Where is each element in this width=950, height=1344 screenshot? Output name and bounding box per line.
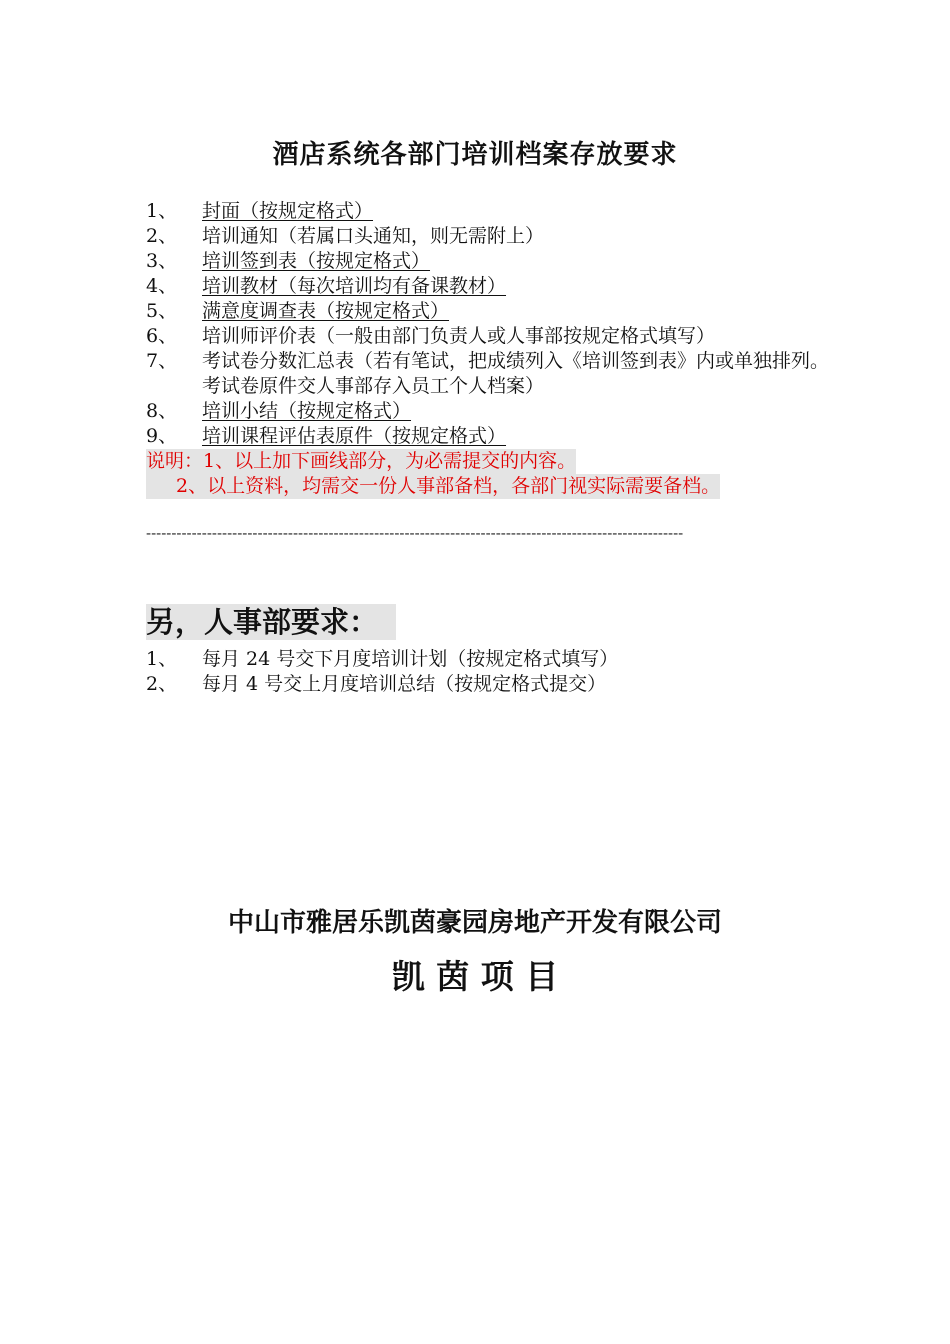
item-number: 4、 <box>146 275 178 297</box>
item-number: 2、 <box>146 673 178 695</box>
hr-requirements-list <box>146 647 846 697</box>
item-number: 9、 <box>146 425 178 447</box>
item-number: 1、 <box>146 200 178 222</box>
item-text: 培训签到表（按规定格式） <box>202 250 431 272</box>
item-text: 培训师评价表（一般由部门负责人或人事部按规定格式填写） <box>202 325 716 347</box>
requirements-list <box>146 199 846 449</box>
item-text: 每月 4 号交上月度培训总结（按规定格式提交） <box>202 673 607 695</box>
list-item <box>146 299 846 324</box>
item-text: 培训课程评估表原件（按规定格式） <box>202 425 507 447</box>
item-number: 1、 <box>146 648 178 670</box>
item-text: 满意度调查表（按规定格式） <box>202 300 450 322</box>
list-item <box>146 672 846 697</box>
list-item <box>146 199 846 224</box>
list-item <box>146 274 846 299</box>
item-number: 2、 <box>146 225 178 247</box>
item-number: 5、 <box>146 300 178 322</box>
note-line-1: 说明：1、以上加下画线部分，为必需提交的内容。 <box>146 450 577 472</box>
list-item <box>146 399 846 424</box>
item-text: 培训通知（若属口头通知，则无需附上） <box>202 225 545 247</box>
item-number: 6、 <box>146 325 178 347</box>
item-text: 每月 24 号交下月度培训计划（按规定格式填写） <box>202 648 619 670</box>
item-text: 考试卷分数汇总表（若有笔试，把成绩列入《培训签到表》内或单独排列。考试卷原件交人事部存入员工个人档案） <box>202 350 830 397</box>
list-item <box>146 647 846 672</box>
project-name: 凯 茵 项 目 <box>391 957 559 996</box>
note-line-2: 2、以上资料，均需交一份人事部备档，各部门视实际需要备档。 <box>146 474 720 499</box>
item-number: 7、 <box>146 350 178 372</box>
hr-heading: 另，人事部要求： <box>146 604 396 640</box>
item-number: 3、 <box>146 250 178 272</box>
company-name: 中山市雅居乐凯茵豪园房地产开发有限公司 <box>227 908 722 938</box>
list-item <box>146 324 846 349</box>
list-item <box>146 249 846 274</box>
document-title: 酒店系统各部门培训档案存放要求 <box>272 140 678 170</box>
dashed-separator: ---------------------------------------------------------------------------------------------------------- <box>146 524 684 542</box>
list-item <box>146 349 846 399</box>
item-text: 培训小结（按规定格式） <box>202 400 412 422</box>
item-number: 8、 <box>146 400 178 422</box>
list-item <box>146 224 846 249</box>
item-text: 封面（按规定格式） <box>202 200 374 222</box>
list-item <box>146 424 846 449</box>
item-text: 培训教材（每次培训均有备课教材） <box>202 275 507 297</box>
